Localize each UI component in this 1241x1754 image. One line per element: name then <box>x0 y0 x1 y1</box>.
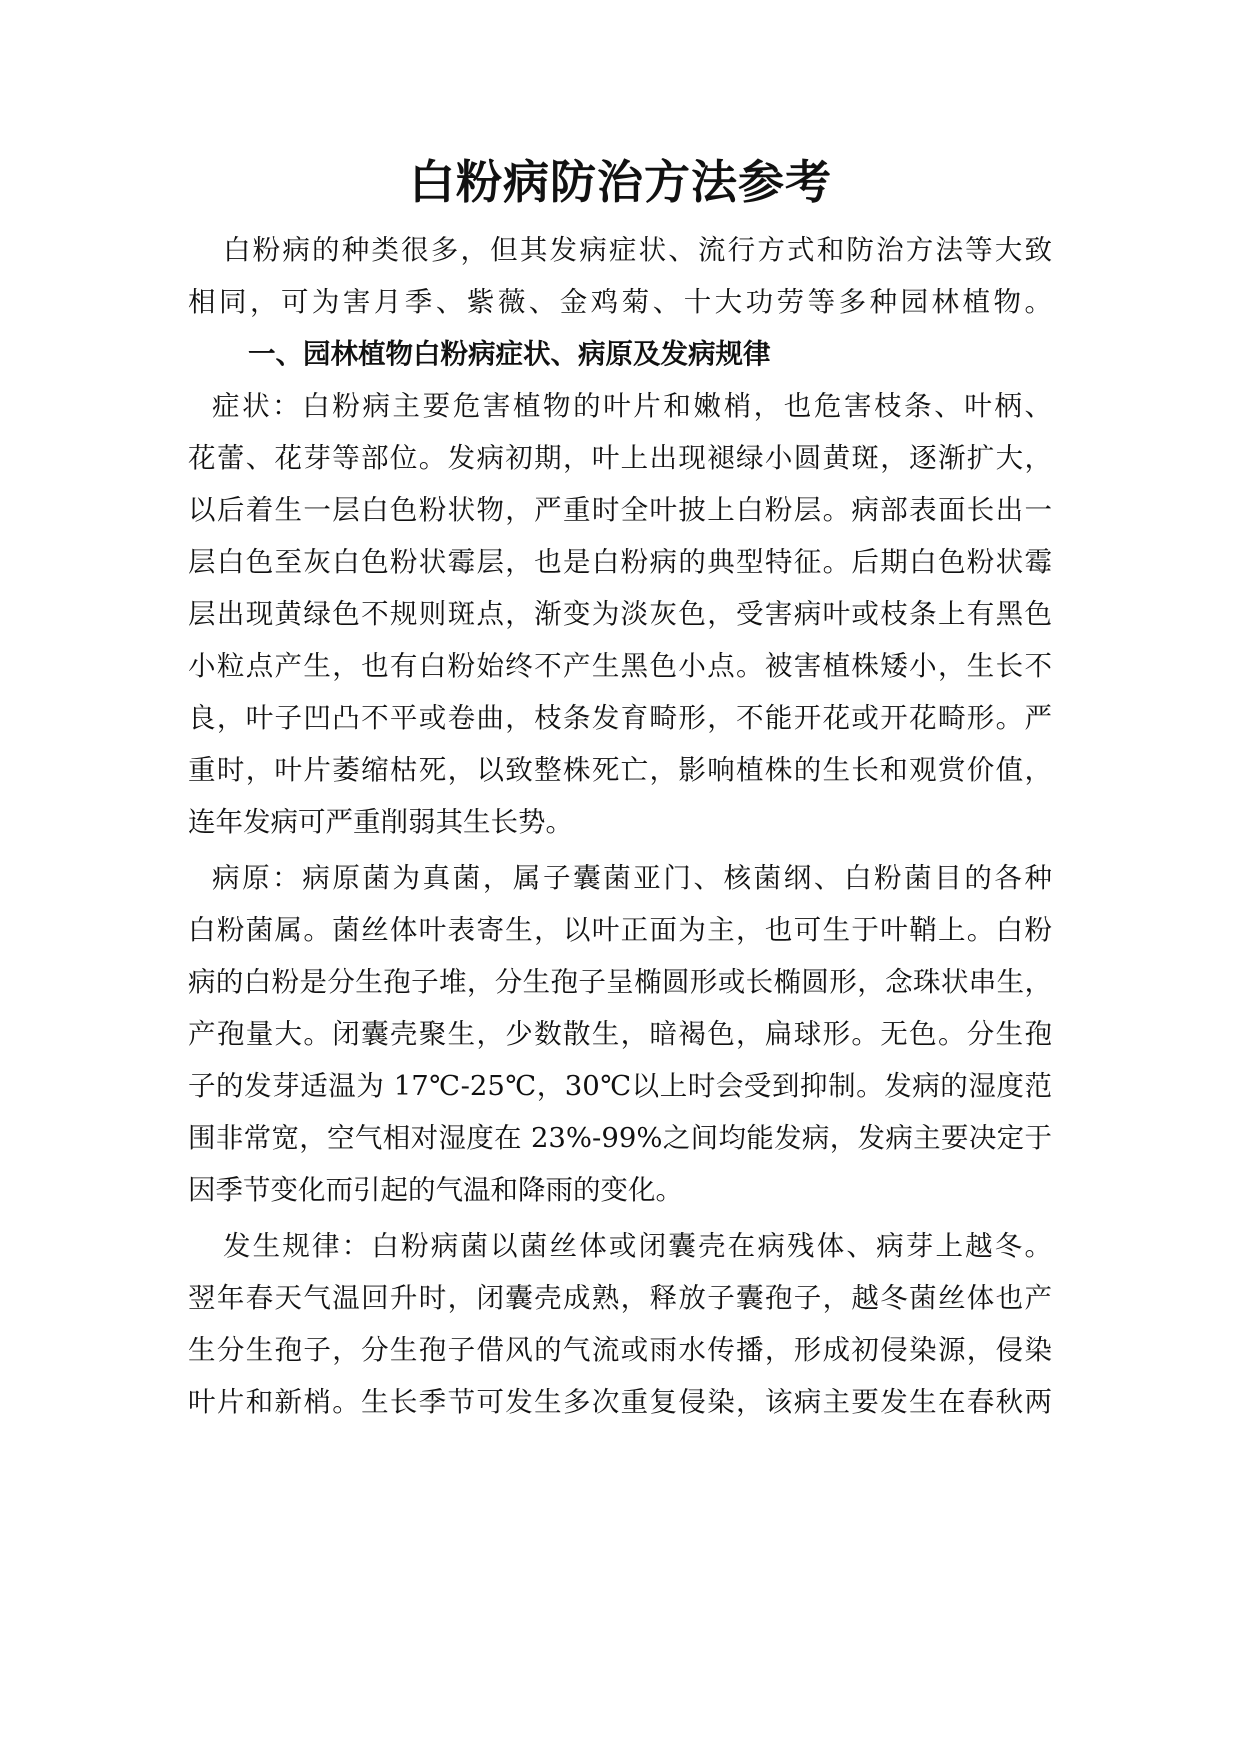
pattern-line: 翌年春天气温回升时，闭囊壳成熟，释放子囊孢子，越冬菌丝体也产 <box>188 1282 1052 1314</box>
intro-line: 白粉病的种类很多，但其发病症状、流行方式和防治方法等大致 <box>223 234 1052 266</box>
symptoms-line: 重时，叶片萎缩枯死，以致整株死亡，影响植株的生长和观赏价值， <box>188 754 1052 786</box>
symptoms-line: 小粒点产生，也有白粉始终不产生黑色小点。被害植株矮小，生长不 <box>188 650 1052 682</box>
section-heading: 一、园林植物白粉病症状、病原及发病规律 <box>248 338 771 370</box>
symptoms-line: 花蕾、花芽等部位。发病初期，叶上出现褪绿小圆黄斑，逐渐扩大， <box>188 442 1052 474</box>
pattern-line: 发生规律：白粉病菌以菌丝体或闭囊壳在病残体、病芽上越冬。 <box>223 1230 1052 1262</box>
pathogen-line: 子的发芽适温为 17℃-25℃，30℃以上时会受到抑制。发病的湿度范 <box>188 1070 1052 1102</box>
pathogen-line: 病的白粉是分生孢子堆，分生孢子呈椭圆形或长椭圆形，念珠状串生， <box>188 966 1052 998</box>
pattern-line: 生分生孢子，分生孢子借风的气流或雨水传播，形成初侵染源，侵染 <box>188 1334 1052 1366</box>
page-title: 白粉病防治方法参考 <box>409 155 832 209</box>
symptoms-line: 连年发病可严重削弱其生长势。 <box>188 806 573 838</box>
pathogen-line: 病原：病原菌为真菌，属子囊菌亚门、核菌纲、白粉菌目的各种 <box>212 862 1052 894</box>
pattern-line: 叶片和新梢。生长季节可发生多次重复侵染，该病主要发生在春秋两 <box>188 1386 1052 1418</box>
pathogen-line: 围非常宽，空气相对湿度在 23%-99%之间均能发病，发病主要决定于 <box>188 1122 1052 1154</box>
symptoms-line: 以后着生一层白色粉状物，严重时全叶披上白粉层。病部表面长出一 <box>188 494 1052 526</box>
pathogen-line: 白粉菌属。菌丝体叶表寄生，以叶正面为主，也可生于叶鞘上。白粉 <box>188 914 1052 946</box>
symptoms-line: 层出现黄绿色不规则斑点，渐变为淡灰色，受害病叶或枝条上有黑色 <box>188 598 1052 630</box>
intro-line: 相同，可为害月季、紫薇、金鸡菊、十大功劳等多种园林植物。 <box>188 286 1052 318</box>
pathogen-line: 因季节变化而引起的气温和降雨的变化。 <box>188 1174 683 1206</box>
symptoms-line: 症状：白粉病主要危害植物的叶片和嫩梢，也危害枝条、叶柄、 <box>212 390 1052 422</box>
pathogen-line: 产孢量大。闭囊壳聚生，少数散生，暗褐色，扁球形。无色。分生孢 <box>188 1018 1052 1050</box>
symptoms-line: 良，叶子凹凸不平或卷曲，枝条发育畸形，不能开花或开花畸形。严 <box>188 702 1052 734</box>
symptoms-line: 层白色至灰白色粉状霉层，也是白粉病的典型特征。后期白色粉状霉 <box>188 546 1052 578</box>
